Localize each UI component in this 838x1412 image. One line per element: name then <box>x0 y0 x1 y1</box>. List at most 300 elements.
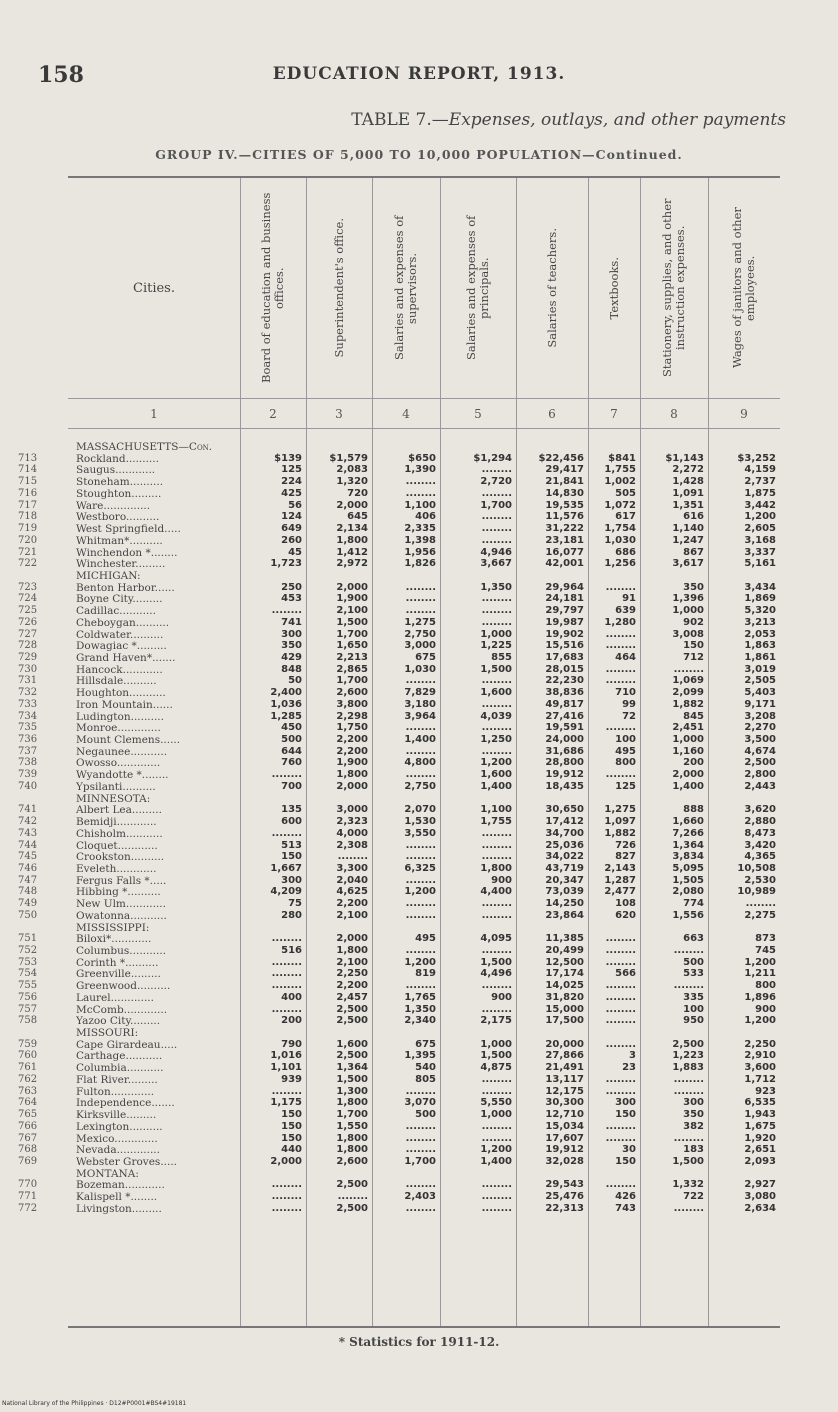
city-name: New Ulm............ <box>76 898 166 911</box>
value-cell: 827 <box>615 851 636 863</box>
column-number: 2 <box>269 407 277 421</box>
column-header <box>240 178 306 398</box>
value-cell: ........ <box>481 1120 512 1132</box>
city-name: Crookston.......... <box>76 851 165 864</box>
value-cell: 150 <box>615 1109 636 1120</box>
value-cell: 4,095 <box>480 933 512 945</box>
value-cell: 2,500 <box>336 1050 368 1062</box>
value-cell: 900 <box>491 874 512 886</box>
value-cell: 5,403 <box>744 687 776 699</box>
value-cell: 1,428 <box>672 476 704 488</box>
value-cell: 1,600 <box>480 769 512 781</box>
value-cell: 2,000 <box>336 780 368 792</box>
value-cell: 3,667 <box>480 558 512 570</box>
value-cell: 1,550 <box>336 1120 368 1132</box>
value-cell: 1,826 <box>404 558 436 570</box>
city-name: Independence....... <box>76 1097 175 1110</box>
value-cell: ........ <box>605 945 636 956</box>
value-cell: 745 <box>755 945 776 956</box>
value-cell: 566 <box>615 968 636 980</box>
value-cell: ........ <box>673 945 704 956</box>
value-cell: ........ <box>271 1003 302 1015</box>
value-cell: 1,650 <box>336 640 368 652</box>
value-cell: 1,754 <box>604 523 636 534</box>
value-cell: 3,964 <box>404 710 436 722</box>
value-cell: 30,650 <box>545 804 584 816</box>
value-cell: 1,200 <box>480 757 512 769</box>
value-cell: 300 <box>615 1097 636 1109</box>
value-cell: 100 <box>683 1003 704 1015</box>
value-cell: 1,036 <box>270 698 302 710</box>
value-cell: 4,400 <box>480 886 512 898</box>
city-name: Albert Lea......... <box>76 804 162 817</box>
value-cell: 2,200 <box>336 745 368 757</box>
value-cell: 25,036 <box>545 839 584 851</box>
value-cell: 1,667 <box>270 862 302 874</box>
column-header <box>306 178 372 398</box>
value-cell: 91 <box>622 593 636 605</box>
value-cell: ........ <box>405 874 436 886</box>
value-cell: 200 <box>683 757 704 769</box>
value-cell: 1,275 <box>604 804 636 816</box>
value-cell: 1,247 <box>672 534 704 546</box>
row-number: 746 <box>18 862 38 874</box>
city-name: Flat River......... <box>76 1073 158 1086</box>
value-cell: 22,313 <box>545 1202 584 1214</box>
value-cell: 10,508 <box>737 862 776 874</box>
city-name: Hancock............ <box>76 663 163 676</box>
value-cell: 2,500 <box>336 1015 368 1027</box>
value-cell: 24,000 <box>545 734 584 745</box>
value-cell: ........ <box>405 675 436 687</box>
value-cell: 495 <box>615 745 636 757</box>
value-cell: 1,140 <box>672 523 704 534</box>
city-name: Nevada............. <box>76 1144 160 1157</box>
value-cell: ........ <box>673 1085 704 1097</box>
row-number: 729 <box>18 652 38 663</box>
value-cell: 1,000 <box>672 605 704 617</box>
value-cell: ........ <box>271 1085 302 1097</box>
value-cell: 2,800 <box>744 769 776 781</box>
value-cell: 2,040 <box>336 874 368 886</box>
value-cell: 2,403 <box>404 1191 436 1203</box>
value-cell: 1,175 <box>270 1097 302 1109</box>
value-cell: 3,208 <box>744 710 776 722</box>
value-cell: 2,200 <box>336 898 368 910</box>
row-number: 722 <box>18 558 38 570</box>
row-number: 733 <box>18 698 38 710</box>
value-cell: 28,800 <box>545 757 584 769</box>
value-cell: 2,000 <box>336 581 368 593</box>
value-cell: ........ <box>605 640 636 652</box>
value-cell: ........ <box>481 1132 512 1144</box>
value-cell: 675 <box>415 1038 436 1050</box>
value-cell: ........ <box>673 663 704 675</box>
column-header-label: Salaries of teachers. <box>544 228 559 348</box>
city-name: Iron Mountain...... <box>76 698 173 711</box>
value-cell: 5,550 <box>480 1097 512 1109</box>
value-cell: 14,250 <box>545 898 584 910</box>
value-cell: 1,100 <box>480 804 512 816</box>
value-cell: 4,209 <box>270 886 302 898</box>
value-cell: 1,500 <box>672 1155 704 1167</box>
value-cell: 1,200 <box>404 956 436 968</box>
city-name: Benton Harbor...... <box>76 581 175 594</box>
value-cell: ........ <box>405 1132 436 1144</box>
value-cell: 2,000 <box>336 499 368 511</box>
value-cell: 873 <box>755 933 776 945</box>
column-number: 9 <box>740 407 748 421</box>
value-cell: ........ <box>673 1073 704 1085</box>
state-name: MISSOURI: <box>76 1027 139 1039</box>
value-cell: 17,500 <box>545 1015 584 1027</box>
column-header <box>516 178 588 398</box>
value-cell: 1,800 <box>336 769 368 781</box>
column-number: 6 <box>548 407 556 421</box>
value-cell: 2,213 <box>336 652 368 663</box>
value-cell: 3,834 <box>672 851 704 863</box>
value-cell: 5,320 <box>744 605 776 617</box>
value-cell: ........ <box>405 1085 436 1097</box>
value-cell: ........ <box>481 722 512 734</box>
value-cell: ........ <box>271 1179 302 1191</box>
value-cell: 2,250 <box>744 1038 776 1050</box>
value-cell: 2,634 <box>744 1202 776 1214</box>
column-header-label: Salaries and expenses of supervisors. <box>392 215 419 361</box>
city-name: Stoneham.......... <box>76 476 164 489</box>
value-cell: 1,280 <box>604 616 636 628</box>
value-cell: ........ <box>481 839 512 851</box>
value-cell: 1,882 <box>604 827 636 839</box>
value-cell: 300 <box>281 874 302 886</box>
value-cell: 2,093 <box>744 1155 776 1167</box>
row-number: 723 <box>18 581 38 593</box>
scan-credit: National Library of the Philippines · D12#P0001#BS4#19181 <box>2 1400 187 1407</box>
row-number: 736 <box>18 734 38 745</box>
value-cell: 108 <box>615 898 636 910</box>
row-number: 740 <box>18 780 38 792</box>
value-cell: 2,100 <box>336 956 368 968</box>
value-cell: 2,000 <box>336 933 368 945</box>
value-cell: ........ <box>605 1038 636 1050</box>
value-cell: 99 <box>622 698 636 710</box>
value-cell: 1,800 <box>480 862 512 874</box>
value-cell: ........ <box>481 1085 512 1097</box>
value-cell: 12,500 <box>545 956 584 968</box>
row-number: 760 <box>18 1050 38 1062</box>
city-name: Ware.............. <box>76 499 151 512</box>
city-name: Rockland.......... <box>76 452 159 465</box>
value-cell: 2,500 <box>672 1038 704 1050</box>
value-cell: ........ <box>605 663 636 675</box>
row-number: 731 <box>18 675 38 687</box>
value-cell: 2,083 <box>336 464 368 476</box>
value-cell: $650 <box>408 452 436 464</box>
value-cell: ........ <box>605 722 636 734</box>
value-cell: 1,287 <box>604 874 636 886</box>
value-cell: 1,091 <box>672 487 704 499</box>
row-number: 713 <box>18 452 38 464</box>
value-cell: 2,505 <box>744 675 776 687</box>
value-cell: 540 <box>415 1062 436 1074</box>
value-cell: 513 <box>281 839 302 851</box>
city-name: Cape Girardeau..... <box>76 1038 178 1051</box>
value-cell: 1,400 <box>480 780 512 792</box>
value-cell: 43,719 <box>545 862 584 874</box>
value-cell: ........ <box>405 745 436 757</box>
value-cell: 741 <box>281 616 302 628</box>
value-cell: 1,364 <box>336 1062 368 1074</box>
value-cell: ........ <box>673 1202 704 1214</box>
value-cell: ........ <box>405 581 436 593</box>
value-cell: 2,175 <box>480 1015 512 1027</box>
value-cell: 1,000 <box>672 734 704 745</box>
value-cell: 1,400 <box>672 780 704 792</box>
city-name: Fergus Falls *..... <box>76 874 167 887</box>
column-number: 1 <box>150 407 158 421</box>
value-cell: 2,270 <box>744 722 776 734</box>
value-cell: ........ <box>481 511 512 523</box>
value-cell: 15,034 <box>545 1120 584 1132</box>
value-cell: 867 <box>683 546 704 558</box>
state-name: MISSISSIPPI: <box>76 921 150 934</box>
column-number: 8 <box>670 407 678 421</box>
footnote: * Statistics for 1911-12. <box>338 1335 500 1349</box>
value-cell: 382 <box>683 1120 704 1132</box>
value-cell: ........ <box>405 487 436 499</box>
value-cell: 2,605 <box>744 523 776 534</box>
value-cell: 27,866 <box>545 1050 584 1062</box>
city-name: West Springfield..... <box>76 523 181 535</box>
column-header-label: Stationery, supplies, and other instruction expenses. <box>660 198 687 378</box>
value-cell: 3,442 <box>744 499 776 511</box>
value-cell: 20,000 <box>545 1038 584 1050</box>
row-number: 772 <box>18 1202 38 1214</box>
value-cell: 1,700 <box>336 675 368 687</box>
value-cell: ........ <box>605 956 636 968</box>
value-cell: 1,000 <box>480 1109 512 1120</box>
value-cell: 2,000 <box>270 1155 302 1167</box>
value-cell: 2,457 <box>336 991 368 1003</box>
value-cell: 3,800 <box>336 698 368 710</box>
row-number: 751 <box>18 933 38 945</box>
value-cell: 406 <box>415 511 436 523</box>
value-cell: ........ <box>405 1120 436 1132</box>
value-cell: 14,025 <box>545 980 584 992</box>
value-cell: 1,351 <box>672 499 704 511</box>
value-cell: 888 <box>683 804 704 816</box>
value-cell: 19,902 <box>545 628 584 640</box>
value-cell: 2,500 <box>336 1003 368 1015</box>
value-cell: 1,256 <box>604 558 636 570</box>
city-name: Bozeman............ <box>76 1179 165 1192</box>
value-cell: 1,556 <box>672 909 704 921</box>
city-name: Corinth *.......... <box>76 956 159 969</box>
value-cell: 21,491 <box>545 1062 584 1074</box>
value-cell: 4,625 <box>336 886 368 898</box>
value-cell: 8,473 <box>744 827 776 839</box>
value-cell: 710 <box>615 687 636 699</box>
value-cell: ........ <box>605 1179 636 1191</box>
value-cell: 100 <box>615 734 636 745</box>
value-cell: ........ <box>481 605 512 617</box>
value-cell: 2,865 <box>336 663 368 675</box>
value-cell: 34,700 <box>545 827 584 839</box>
group-heading: GROUP IV.—CITIES OF 5,000 TO 10,000 POPULATION—Continued. <box>155 147 683 162</box>
value-cell: 645 <box>347 511 368 523</box>
value-cell: ........ <box>481 1003 512 1015</box>
value-cell: 4,496 <box>480 968 512 980</box>
row-number: 720 <box>18 534 38 546</box>
value-cell: 819 <box>415 968 436 980</box>
value-cell: 939 <box>281 1073 302 1085</box>
value-cell: 440 <box>281 1144 302 1156</box>
value-cell: ........ <box>605 675 636 687</box>
column-header <box>440 178 516 398</box>
city-name: Kalispell *........ <box>76 1191 158 1204</box>
value-cell: ........ <box>481 980 512 992</box>
row-number: 716 <box>18 487 38 499</box>
value-cell: 3,550 <box>404 827 436 839</box>
row-number: 771 <box>18 1191 38 1203</box>
value-cell: 18,435 <box>545 780 584 792</box>
city-name: Wyandotte *........ <box>76 769 169 782</box>
value-cell: ........ <box>405 898 436 910</box>
value-cell: ........ <box>271 956 302 968</box>
city-name: Stoughton......... <box>76 487 162 500</box>
value-cell: 2,298 <box>336 710 368 722</box>
state-name: MICHIGAN: <box>76 569 141 582</box>
row-number: 766 <box>18 1120 38 1132</box>
value-cell: 2,720 <box>480 476 512 488</box>
value-cell: ........ <box>481 1191 512 1203</box>
value-cell: 150 <box>683 640 704 652</box>
row-number: 754 <box>18 968 38 980</box>
value-cell: ........ <box>481 1179 512 1191</box>
value-cell: 800 <box>755 980 776 992</box>
value-cell: 1,500 <box>336 616 368 628</box>
value-cell: 3,620 <box>744 804 776 816</box>
value-cell: 2,275 <box>744 909 776 921</box>
value-cell: ........ <box>673 1132 704 1144</box>
value-cell: 720 <box>347 487 368 499</box>
value-cell: 20,499 <box>545 945 584 956</box>
value-cell: 1,350 <box>480 581 512 593</box>
value-cell: 183 <box>683 1144 704 1156</box>
city-name: Cadillac........... <box>76 605 156 618</box>
value-cell: 712 <box>683 652 704 663</box>
value-cell: 743 <box>615 1202 636 1214</box>
city-name: Grand Haven*....... <box>76 652 176 664</box>
value-cell: 350 <box>683 1109 704 1120</box>
value-cell: 29,964 <box>545 581 584 593</box>
city-name: Chisholm........... <box>76 827 163 840</box>
value-cell: 1,675 <box>744 1120 776 1132</box>
value-cell: 900 <box>755 1003 776 1015</box>
value-cell: ........ <box>405 605 436 617</box>
value-cell: 1,101 <box>270 1062 302 1074</box>
value-cell: ........ <box>405 909 436 921</box>
row-number: 768 <box>18 1144 38 1156</box>
value-cell: 2,400 <box>270 687 302 699</box>
column-header <box>588 178 640 398</box>
value-cell: 21,841 <box>545 476 584 488</box>
value-cell: 2,500 <box>336 1202 368 1214</box>
value-cell: 3,600 <box>744 1062 776 1074</box>
value-cell: 1,350 <box>404 1003 436 1015</box>
value-cell: 4,946 <box>480 546 512 558</box>
value-cell: ........ <box>405 1179 436 1191</box>
value-cell: 1,800 <box>336 1097 368 1109</box>
value-cell: 2,651 <box>744 1144 776 1156</box>
value-cell: 2,443 <box>744 780 776 792</box>
value-cell: 1,700 <box>404 1155 436 1167</box>
value-cell: 12,175 <box>545 1085 584 1097</box>
expense-table <box>18 176 780 1328</box>
value-cell: 3,337 <box>744 546 776 558</box>
value-cell: 25,476 <box>545 1191 584 1203</box>
value-cell: 2,737 <box>744 476 776 488</box>
value-cell: 4,000 <box>336 827 368 839</box>
value-cell: 1,100 <box>404 499 436 511</box>
value-cell: 1,700 <box>336 1109 368 1120</box>
row-number: 743 <box>18 827 38 839</box>
value-cell: 2,750 <box>404 780 436 792</box>
city-name: Eveleth............ <box>76 862 157 875</box>
value-cell: 1,412 <box>336 546 368 558</box>
value-cell: 1,755 <box>480 816 512 827</box>
value-cell: 13,117 <box>545 1073 584 1085</box>
value-cell: 150 <box>281 1132 302 1144</box>
column-number: 7 <box>610 407 618 421</box>
row-number: 761 <box>18 1062 38 1074</box>
value-cell: 125 <box>615 780 636 792</box>
value-cell: ........ <box>481 898 512 910</box>
value-cell: ........ <box>481 523 512 534</box>
value-cell: 1,920 <box>744 1132 776 1144</box>
row-number: 727 <box>18 628 38 640</box>
row-number: 756 <box>18 991 38 1003</box>
value-cell: 29,797 <box>545 605 584 617</box>
value-cell: 19,987 <box>545 616 584 628</box>
value-cell: 950 <box>683 1015 704 1027</box>
value-cell: 3,617 <box>672 558 704 570</box>
value-cell: 335 <box>683 991 704 1003</box>
value-cell: 726 <box>615 839 636 851</box>
city-name: Columbia........... <box>76 1062 164 1075</box>
value-cell: ........ <box>271 769 302 781</box>
value-cell: 27,416 <box>545 710 584 722</box>
value-cell: ........ <box>605 980 636 992</box>
value-cell: 56 <box>288 499 302 511</box>
value-cell: 2,200 <box>336 980 368 992</box>
value-cell: ........ <box>481 593 512 605</box>
value-cell: 1,861 <box>744 652 776 663</box>
value-cell: 11,385 <box>545 933 584 945</box>
value-cell: 3,080 <box>744 1191 776 1203</box>
value-cell: 1,943 <box>744 1109 776 1120</box>
value-cell: 1,800 <box>336 1144 368 1156</box>
value-cell: 31,222 <box>545 523 584 534</box>
value-cell: 3 <box>629 1050 636 1062</box>
value-cell: 125 <box>281 464 302 476</box>
row-number: 745 <box>18 851 38 863</box>
row-number: 730 <box>18 663 38 675</box>
value-cell: ........ <box>605 581 636 593</box>
table-title-main: Expenses, outlays, and other payments <box>448 110 786 130</box>
value-cell: 1,700 <box>336 628 368 640</box>
value-cell: 135 <box>281 804 302 816</box>
